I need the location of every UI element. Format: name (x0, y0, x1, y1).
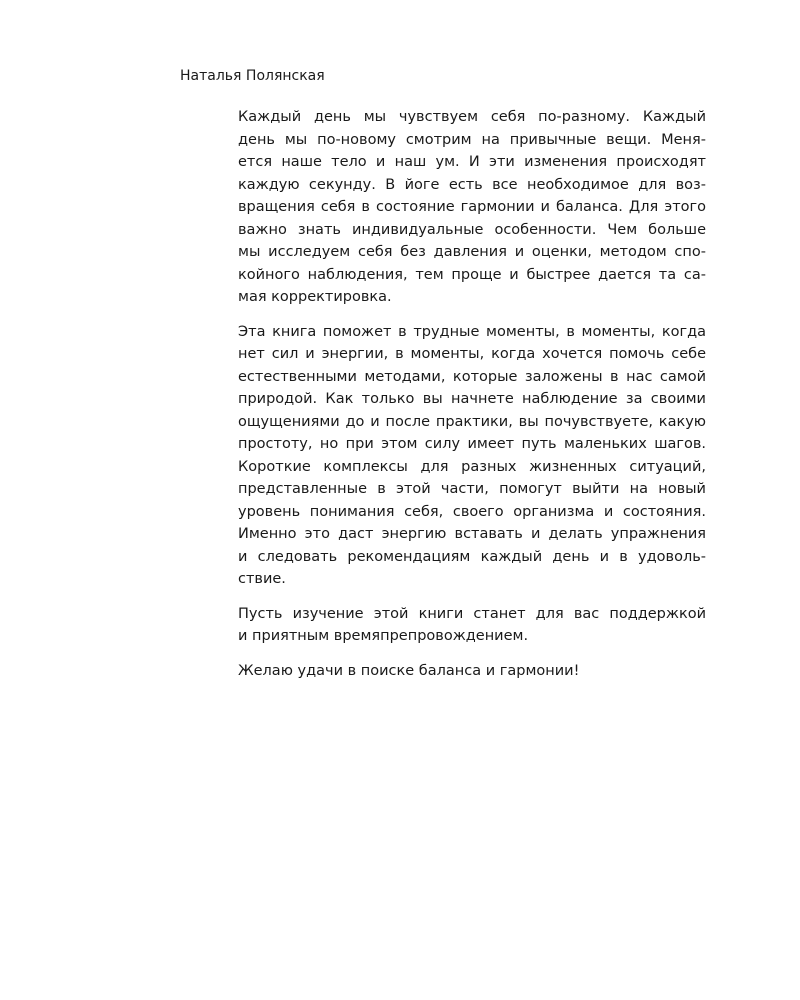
text-line: Именно это даст энергию вставать и делать упражнения (238, 526, 706, 542)
paragraph-2 (238, 321, 706, 591)
text-line: представленные в этой части, помогут выйти на новый (238, 481, 706, 497)
author-running-header: Наталья Полянская (180, 68, 325, 84)
text-line: естественными методами, которые заложены в нас самой (238, 368, 706, 385)
body-text (238, 106, 706, 694)
text-line: койного наблюдения, тем проще и быстрее дается та са- (238, 266, 706, 283)
text-line: Короткие комплексы для разных жизненных ситуаций, (238, 458, 706, 475)
text-line: день мы по-новому смотрим на привычные вещи. Меня- (238, 131, 706, 148)
paragraph-4 (238, 660, 706, 683)
text-line: мая корректировка. (238, 289, 392, 305)
paragraph-1 (238, 106, 706, 309)
text-line: мы исследуем себя без давления и оценки, методом спо- (238, 244, 706, 260)
text-line: ощущениями до и после практики, вы почувствуете, какую (238, 413, 706, 430)
text-line: вращения себя в состояние гармонии и баланса. Для этого (238, 199, 706, 215)
text-line: важно знать индивидуальные особенности. Чем больше (238, 221, 706, 238)
text-line: и следовать рекомендациям каждый день и в удоволь- (238, 548, 706, 565)
text-line: уровень понимания себя, своего организма и состояния. (238, 503, 706, 520)
text-line: ется наше тело и наш ум. И эти изменения происходят (238, 154, 706, 170)
text-line: Желаю удачи в поиске баланса и гармонии! (238, 662, 580, 679)
text-line: каждую секунду. В йоге есть все необходимое для воз- (238, 176, 706, 193)
text-line: ствие. (238, 571, 286, 587)
text-line: природой. Как только вы начнете наблюдение за своими (238, 391, 706, 407)
text-line: Каждый день мы чувствуем себя по-разному. Каждый (238, 109, 706, 125)
text-line: Эта книга поможет в трудные моменты, в моменты, когда (238, 323, 706, 340)
paragraph-3 (238, 603, 706, 648)
text-line: Пусть изучение этой книги станет для вас поддержкой (238, 605, 706, 622)
text-line: и приятным времяпрепровождением. (238, 628, 529, 644)
text-line: нет сил и энергии, в моменты, когда хочется помочь себе (238, 346, 706, 362)
text-line: простоту, но при этом силу имеет путь маленьких шагов. (238, 436, 706, 452)
